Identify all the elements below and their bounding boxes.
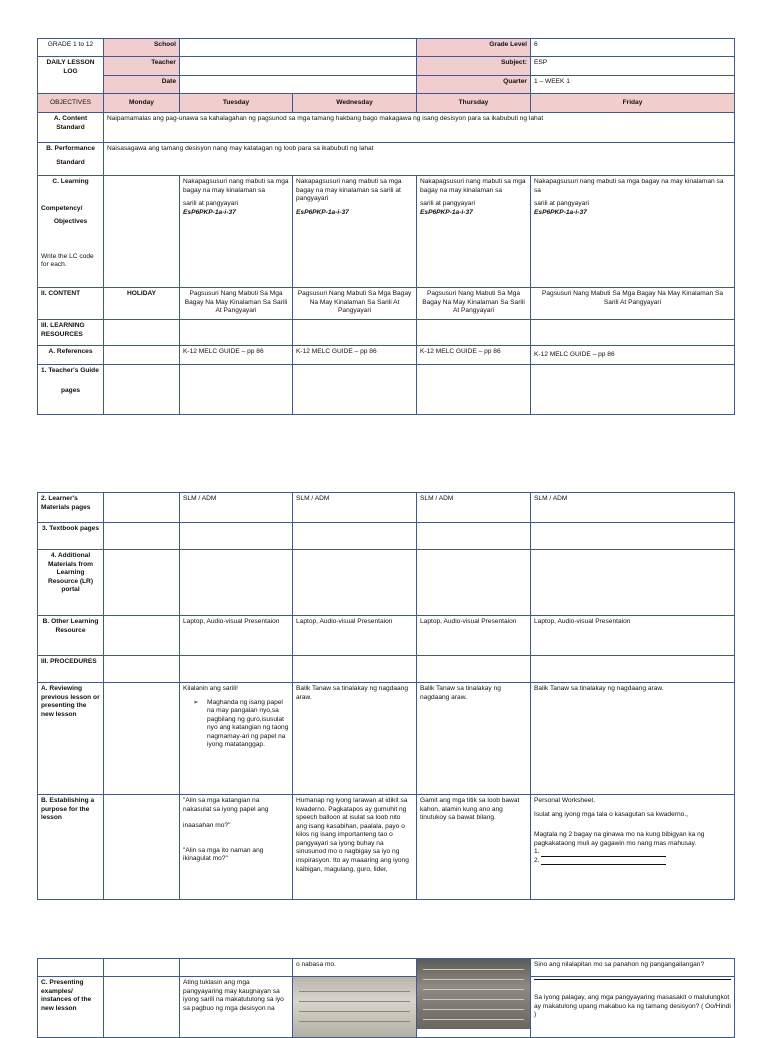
tuesday-header: Tuesday <box>180 94 293 113</box>
presenting-label: C. Presenting examples/ instances of the new lesson <box>38 977 104 1038</box>
content-monday: HOLIDAY <box>104 288 180 320</box>
reviewing-wednesday: Balik Tanaw sa tinalakay ng nagdaang araw. <box>293 683 417 795</box>
other-resource-label: B. Other Learning Resource <box>38 616 104 656</box>
other-friday: Laptop, Audio-visual Presentaion <box>531 616 735 656</box>
establishing-thursday: Gamit ang mga titik sa loob bawat kahon, alamin kung ano ang tinutukoy sa bawat bilang. <box>417 795 531 900</box>
grade-label: GRADE 1 to 12 <box>38 39 104 57</box>
learners-materials-label: 2. Learner's Materials pages <box>38 493 104 523</box>
establishing-friday: Personal Worksheet. Isulat ang iyong mga tala o kasagutan sa kwaderno., Magtala ng 2 bagay na ginawa mo na kung bibigyan ka ng pagkakataong muli ay gagawin mo nang mas mahusay. 1. 2. <box>531 795 735 900</box>
competency-thursday: Nakapagsusuri nang mabuti sa mga bagay na may kinalaman sa sarili at pangyayari EsP6PKP-1a-i-37 <box>417 176 531 288</box>
school-value[interactable] <box>180 39 417 57</box>
lm-thursday: SLM / ADM <box>417 493 531 523</box>
content-standard-text: Naipamamalas ang pag-unawa sa kahalagahan ng pagsunod sa mga tamang hakbang bago makagawa ng isang desisyon para sa ikabubuti ng lahat <box>104 113 735 143</box>
competency-tuesday: Nakapagsusuri nang mabuti sa mga bagay na may kinalaman sa sarili at pangyayari EsP6PKP-1a-i-37 <box>180 176 293 288</box>
textbook-label: 3. Textbook pages <box>38 523 104 550</box>
presenting-friday-2: Sa iyong palagay, ang mga pangyayaring masasakit o malulungkot ay makatulong upang makabuo ka ng tamang desisyon? ( Oo/Hindi ) <box>531 977 735 1038</box>
teacher-value[interactable] <box>180 57 417 76</box>
subject-label: Subject: <box>417 57 531 76</box>
content-tuesday: Pagsusuri Nang Mabuti Sa Mga Bagay Na May Kinalaman Sa Sarili At Pangyayari <box>180 288 293 320</box>
thursday-header: Thursday <box>417 94 531 113</box>
grade-level-label: Grade Level <box>417 39 531 57</box>
performance-standard-text: Naisasagawa ang tamang desisyon nang may katatagan ng loob para sa ikabubuti ng lahat <box>104 143 735 176</box>
lesson-log-table-page-3 <box>37 958 735 1038</box>
quarter-value: 1 – WEEK 1 <box>531 76 735 94</box>
friday-header: Friday <box>531 94 735 113</box>
lm-tuesday: SLM / ADM <box>180 493 293 523</box>
reviewing-label: A. Reviewing previous lesson or presenting the new lesson <box>38 683 104 795</box>
log-title: DAILY LESSON LOG <box>38 57 104 94</box>
competency-friday: Nakapagsusuri nang mabuti sa mga bagay na may kinalaman sa sa sarili at pangyayari EsP6PKP-1a-i-37 <box>531 176 735 288</box>
date-value[interactable] <box>180 76 417 94</box>
content-label: II. CONTENT <box>38 288 104 320</box>
learning-resources-label: III. LEARNING RESOURCES <box>38 320 104 346</box>
other-tuesday: Laptop, Audio-visual Presentaion <box>180 616 293 656</box>
school-label: School <box>104 39 180 57</box>
objectives-header: OBJECTIVES <box>38 94 104 113</box>
content-standard-label: A. Content Standard <box>38 113 104 143</box>
monday-header: Monday <box>104 94 180 113</box>
lesson-log-table-page-1 <box>37 38 735 415</box>
competency-monday <box>104 176 180 288</box>
date-label: Date <box>104 76 180 94</box>
establishing-wednesday: Humanap ng iyong larawan at idikit sa kwaderno. Pagkatapos ay gumuhit ng speech balloon at isulat sa loob nito ang isang kasabihan, paalala, payo o kilos ng isang importanteng tao o pangyayari sa iyong buhay na sinusunod mo o nagbigay sa iyo ng inspirasyon. Ito ay maaaring ang iyong kaibigan, magulang, guro, lider, <box>293 795 417 900</box>
ref-thursday: K-12 MELC GUIDE – pp 86 <box>417 346 531 365</box>
competency-label: C. Learning Competency/ Objectives Write the LC code for each. <box>38 176 104 288</box>
lesson-log-table-page-2 <box>37 492 735 900</box>
subject-value: ESP <box>531 57 735 76</box>
quarter-label: Quarter <box>417 76 531 94</box>
references-label: A. References <box>38 346 104 365</box>
establishing-label: B. Establishing a purpose for the lesson <box>38 795 104 900</box>
teachers-guide-label: 1. Teacher's Guide pages <box>38 365 104 415</box>
reviewing-friday: Balik Tanaw sa tinalakay ng nagdaang araw. <box>531 683 735 795</box>
content-friday: Pagsusuri Nang Mabuti Sa Mga Bagay Na May Kinalaman Sa Sarili At Pangyayari <box>531 288 735 320</box>
competency-wednesday: Nakapagsusuri nang mabuti sa mga bagay na may kinalaman sa sarili at pangyayari EsP6PKP-1a-i-37 <box>293 176 417 288</box>
presenting-tuesday: Ating tuklasin ang mga pangyayaring may kaugnayan sa iyong sarili na makatutulong sa iyo sa pagbuo ng mga desisyon na <box>180 977 293 1038</box>
wednesday-header: Wednesday <box>293 94 417 113</box>
ref-wednesday: K-12 MELC GUIDE – pp 86 <box>293 346 417 365</box>
lm-friday: SLM / ADM <box>531 493 735 523</box>
grade-level-value: 6 <box>531 39 735 57</box>
arrow-bullet-icon: ➢ <box>193 698 199 706</box>
additional-materials-label: 4. Additional Materials from Learning Resource (LR) portal <box>38 550 104 616</box>
presenting-wednesday-top: o nabasa mo. <box>293 959 417 977</box>
other-wednesday: Laptop, Audio-visual Presentaion <box>293 616 417 656</box>
lm-wednesday: SLM / ADM <box>293 493 417 523</box>
worksheet-image-thursday <box>417 959 531 1038</box>
reviewing-thursday: Balik Tanaw sa tinalakay ng nagdaang araw. <box>417 683 531 795</box>
performance-standard-label: B. Performance Standard <box>38 143 104 176</box>
ref-tuesday: K-12 MELC GUIDE – pp 86 <box>180 346 293 365</box>
ref-friday: K-12 MELC GUIDE – pp 86 <box>531 346 735 365</box>
establishing-tuesday: "Alin sa mga katangian na nakasulat sa iyong papel ang inaasahan mo?" "Alin sa mga ito naman ang ikinagulat mo?" <box>180 795 293 900</box>
other-thursday: Laptop, Audio-visual Presentaion <box>417 616 531 656</box>
worksheet-image-wednesday <box>293 977 417 1038</box>
teacher-label: Teacher <box>104 57 180 76</box>
presenting-friday-1: Sino ang nilalapitan mo sa panahon ng pangangailangan? <box>531 959 735 977</box>
reviewing-tuesday: Kilalanin ang sarili! ➢ Maghanda ng isang papel na may pangalan nyo,sa pagbilang ng guro,isusulat nyo ang katangian ng taong nagmamay-ari ng papel na iyong matatanggap. <box>180 683 293 795</box>
content-wednesday: Pagsusuri Nang Mabuti Sa Mga Bagay Na May Kinalaman Sa Sarili At Pangyayari <box>293 288 417 320</box>
content-thursday: Pagsusuri Nang Mabuti Sa Mga Bagay Na May Kinalaman Sa Sarili At Pangyayari <box>417 288 531 320</box>
procedures-label: III. PROCEDURES <box>38 656 104 683</box>
